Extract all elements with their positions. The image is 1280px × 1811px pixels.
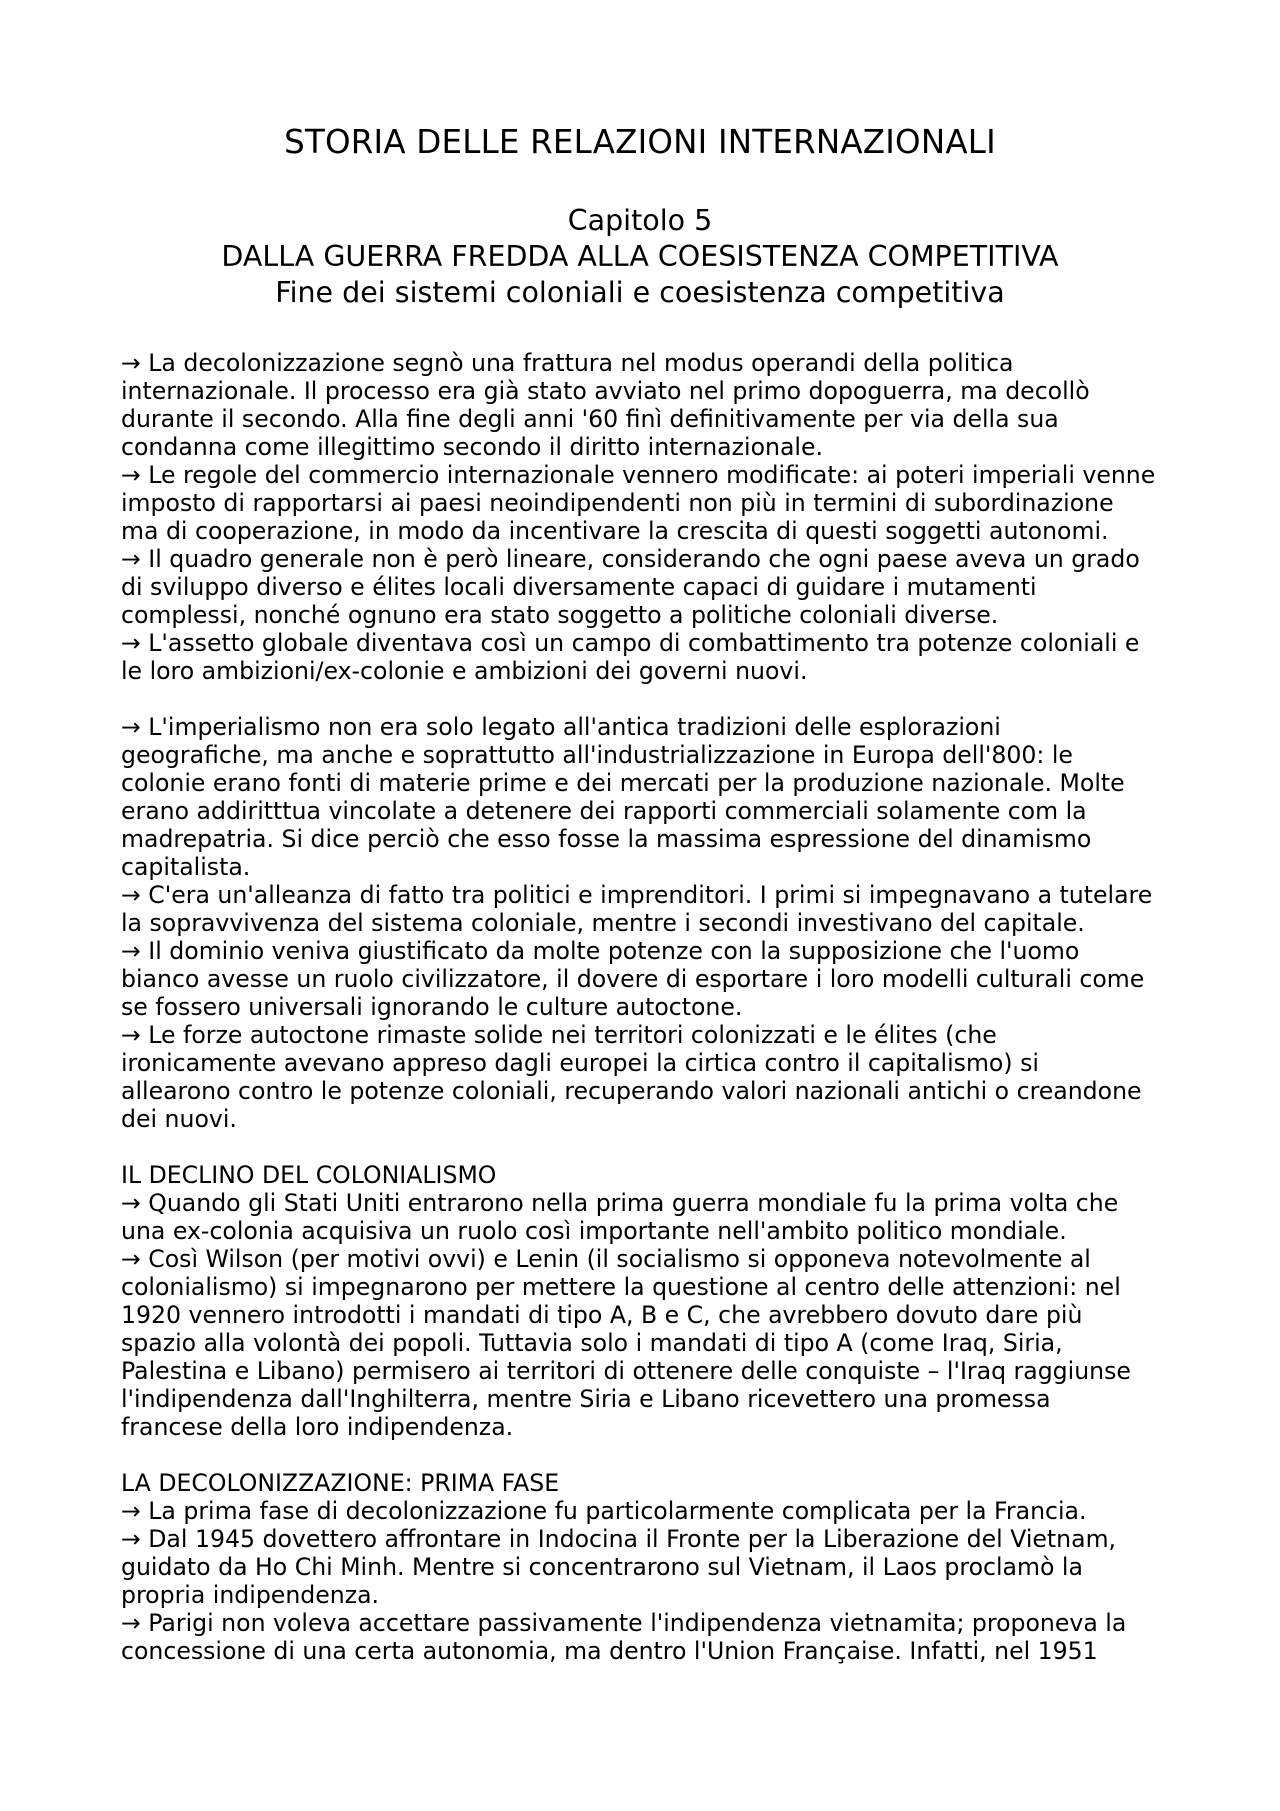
text-line: → Il dominio veniva giustificato da molte potenze con la supposizione che l'uomo — [121, 937, 1080, 965]
paragraph-gap — [121, 1441, 1221, 1469]
text-line: → Il quadro generale non è però lineare, considerando che ogni paese aveva un grado — [121, 545, 1140, 573]
paragraph-gap — [121, 685, 1221, 713]
text-line: geografiche, ma anche e soprattutto all'industrializzazione in Europa dell'800: le — [121, 741, 1073, 769]
text-line: concessione di una certa autonomia, ma dentro l'Union Française. Infatti, nel 1951 — [121, 1637, 1098, 1665]
text-line: LA DECOLONIZZAZIONE: PRIMA FASE — [121, 1469, 560, 1497]
text-line: allearono contro le potenze coloniali, recuperando valori nazionali antichi o creandone — [121, 1077, 1142, 1105]
text-line: ironicamente avevano appreso dagli europei la cirtica contro il capitalismo) si — [121, 1049, 1039, 1077]
paragraph-gap — [121, 1133, 1221, 1161]
text-line: ma di cooperazione, in modo da incentivare la crescita di questi soggetti autonomi. — [121, 517, 1109, 545]
text-line: → Dal 1945 dovettero affrontare in Indocina il Fronte per la Liberazione del Vietnam, — [121, 1525, 1117, 1553]
text-line: complessi, nonché ognuno era stato soggetto a politiche coloniali diverse. — [121, 601, 999, 629]
text-line: internazionale. Il processo era già stato avviato nel primo dopoguerra, ma decollò — [121, 377, 1090, 405]
text-line: francese della loro indipendenza. — [121, 1413, 514, 1441]
text-line: colonialismo) si impegnarono per mettere la questione al centro delle attenzioni: nel — [121, 1273, 1121, 1301]
text-line: → La decolonizzazione segnò una frattura nel modus operandi della politica — [121, 349, 1014, 377]
text-line: madrepatria. Si dice perciò che esso fosse la massima espressione del dinamismo — [121, 825, 1092, 853]
text-line: durante il secondo. Alla fine degli anni '60 finì definitivamente per via della sua — [121, 405, 1059, 433]
text-line: → La prima fase di decolonizzazione fu particolarmente complicata per la Francia. — [121, 1497, 1087, 1525]
body-text — [121, 349, 1221, 1665]
text-line: Palestina e Libano) permisero ai territori di ottenere delle conquiste – l'Iraq raggiunse — [121, 1357, 1131, 1385]
chapter-heading — [0, 203, 1280, 311]
text-line: condanna come illegittimo secondo il diritto internazionale. — [121, 433, 823, 461]
text-line: → Così Wilson (per motivi ovvi) e Lenin (il socialismo si opponeva notevolmente al — [121, 1245, 1091, 1273]
text-line: → Quando gli Stati Uniti entrarono nella prima guerra mondiale fu la prima volta che — [121, 1189, 1119, 1217]
text-line: la sopravvivenza del sistema coloniale, mentre i secondi investivano del capitale. — [121, 909, 1085, 937]
text-line: capitalista. — [121, 853, 251, 881]
text-line: una ex-colonia acquisiva un ruolo così importante nell'ambito politico mondiale. — [121, 1217, 1067, 1245]
chapter-title: DALLA GUERRA FREDDA ALLA COESISTENZA COMPETITIVA — [221, 240, 1059, 273]
text-line: dei nuovi. — [121, 1105, 237, 1133]
chapter-subtitle: Fine dei sistemi coloniali e coesistenza competitiva — [275, 276, 1005, 309]
text-line: se fossero universali ignorando le culture autoctone. — [121, 993, 743, 1021]
text-line: → Le forze autoctone rimaste solide nei territori colonizzati e le élites (che — [121, 1021, 997, 1049]
text-line: erano addiritttua vincolate a detenere dei rapporti commerciali solamente com la — [121, 797, 1087, 825]
text-line: di sviluppo diverso e élites locali diversamente capaci di guidare i mutamenti — [121, 573, 1037, 601]
text-line: IL DECLINO DEL COLONIALISMO — [121, 1161, 497, 1189]
text-line: guidato da Ho Chi Minh. Mentre si concentrarono sul Vietnam, il Laos proclamò la — [121, 1553, 1083, 1581]
document-title: STORIA DELLE RELAZIONI INTERNAZIONALI — [284, 123, 996, 161]
text-line: → Parigi non voleva accettare passivamente l'indipendenza vietnamita; proponeva la — [121, 1609, 1127, 1637]
text-line: imposto di rapportarsi ai paesi neoindipendenti non più in termini di subordinazione — [121, 489, 1114, 517]
text-line: bianco avesse un ruolo civilizzatore, il dovere di esportare i loro modelli culturali come — [121, 965, 1145, 993]
text-line: → L'assetto globale diventava così un campo di combattimento tra potenze coloniali e — [121, 629, 1140, 657]
text-line: propria indipendenza. — [121, 1581, 380, 1609]
text-line: le loro ambizioni/ex-colonie e ambizioni dei governi nuovi. — [121, 657, 808, 685]
text-line: l'indipendenza dall'Inghilterra, mentre Siria e Libano ricevettero una promessa — [121, 1385, 1051, 1413]
text-line: 1920 vennero introdotti i mandati di tipo A, B e C, che avrebbero dovuto dare più — [121, 1301, 1083, 1329]
text-line: → L'imperialismo non era solo legato all'antica tradizioni delle esplorazioni — [121, 713, 1001, 741]
chapter-number: Capitolo 5 — [567, 204, 713, 237]
text-line: → C'era un'alleanza di fatto tra politici e imprenditori. I primi si impegnavano a tutelare — [121, 881, 1153, 909]
text-line: → Le regole del commercio internazionale vennero modificate: ai poteri imperiali venne — [121, 461, 1156, 489]
text-line: spazio alla volontà dei popoli. Tuttavia solo i mandati di tipo A (come Iraq, Siria, — [121, 1329, 1063, 1357]
text-line: colonie erano fonti di materie prime e dei mercati per la produzione nazionale. Molte — [121, 769, 1125, 797]
